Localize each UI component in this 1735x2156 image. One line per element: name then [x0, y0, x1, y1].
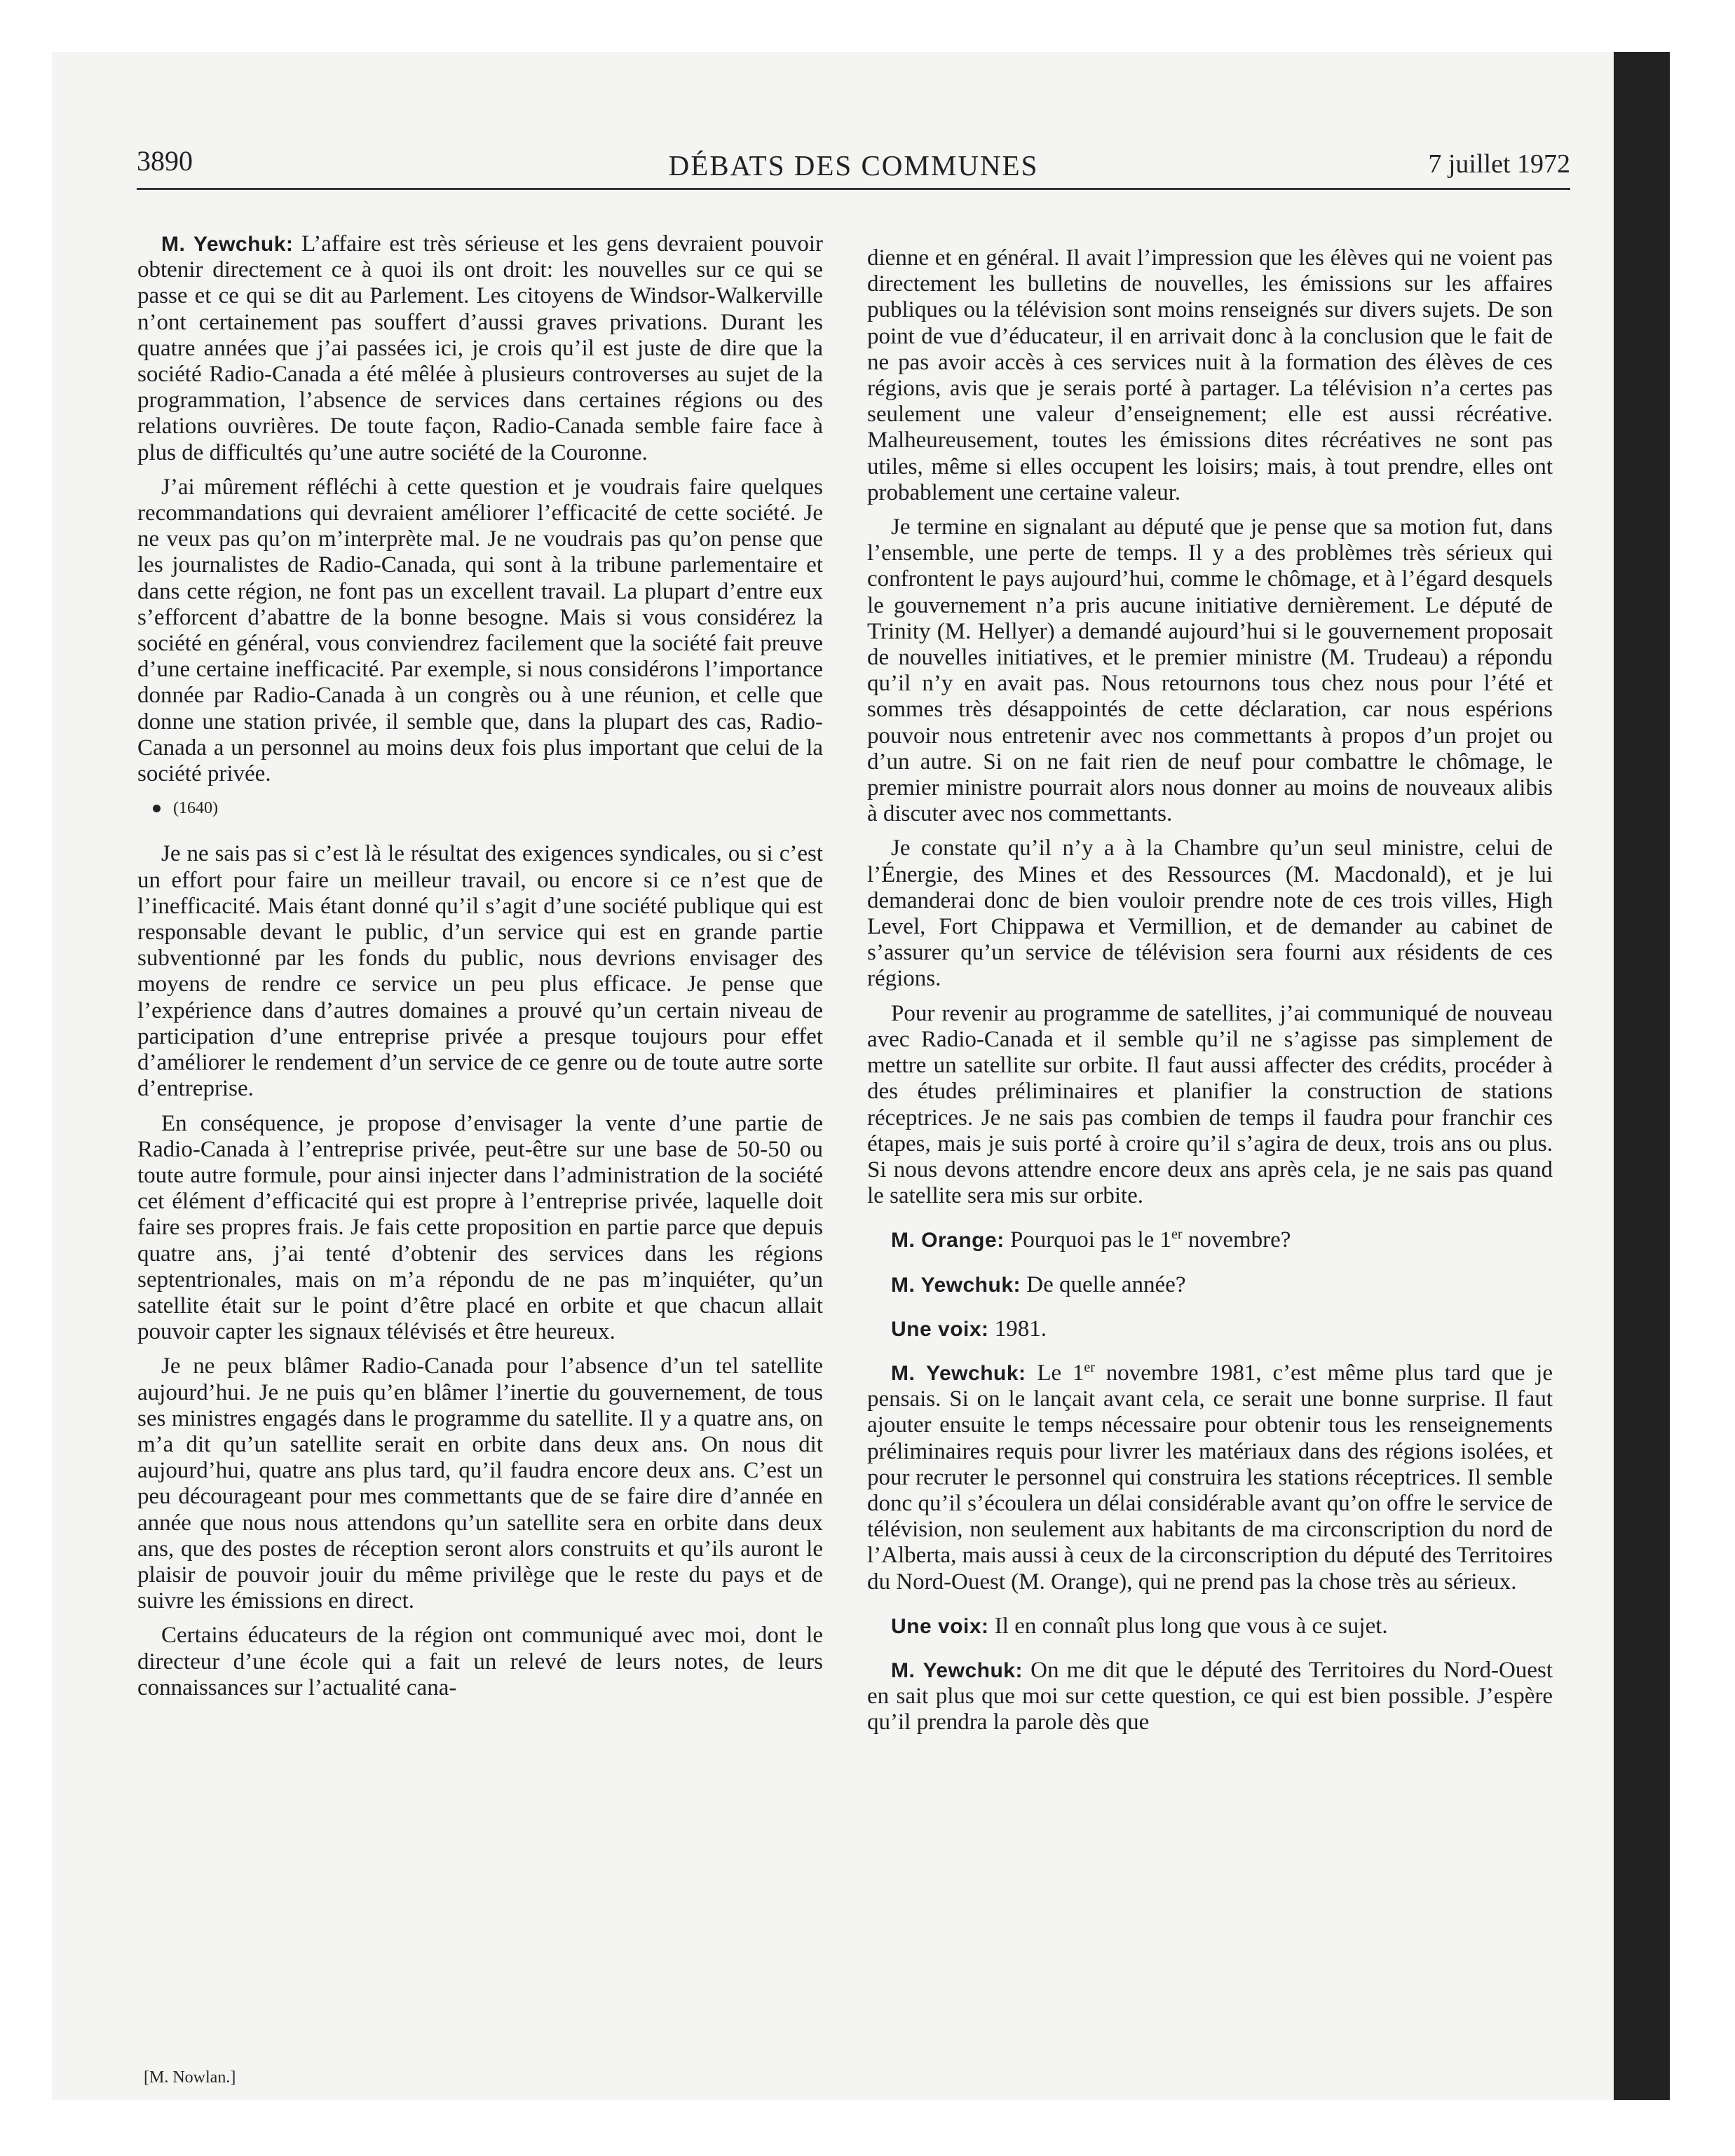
speaker-name: M. Yewchuk:	[891, 1658, 1023, 1682]
speech-text: On me dit que le député des Territoires du Nord-Ouest en sait plus que moi sur cette question, ce qui est bien possible. J’espère qu’il prendra la parole dès que	[867, 1657, 1553, 1735]
speaker-name: M. Yewchuk:	[891, 1273, 1021, 1297]
speech-text: Pourquoi pas le 1	[1009, 1227, 1172, 1253]
speech-text: novembre 1981, c’est même plus tard que je pensais. Si on le lançait avant cela, ce serait une bonne surprise. Il faut ajouter ensuite le temps nécessaire pour obtenir tous les renseignements préliminaires requis pour livrer les matériaux dans des régions isolées, et pour recruter le personnel qui construira les stations réceptrices. Il semble donc qu’il s’écoulera un délai considérable avant qu’on offre le service de télévision, non seulement aux habitants de ma circonscription du nord de l’Alberta, mais aussi à ceux de la circonscription du député des Territoires du Nord-Ouest (M. Orange), qui ne prend pas la chose très au sérieux.	[867, 1360, 1553, 1595]
superscript: er	[1171, 1227, 1183, 1243]
right-column	[867, 245, 1553, 1745]
speaker-name: M. Yewchuk:	[891, 1361, 1026, 1385]
bullet-icon	[153, 805, 161, 812]
paragraph: Je ne peux blâmer Radio-Canada pour l’absence d’un tel satellite aujourd’hui. Je ne puis qu’en blâmer l’inertie du gouvernement, de tous ses ministres engagés dans le programme du satellite. Il y a quatre ans, on m’a dit qu’un satellite serait en orbite dans deux ans. On nous dit aujourd’hui, quatre ans plus tard, qu’il faudra encore deux ans. C’est un peu décourageant pour mes commettants que de se faire dire d’année en année que nous nous attendons qu’un satellite sera en orbite dans deux ans, que des postes de réception seront alors construits et qu’ils auront le plaisir de pouvoir jouir du même privilège que le reste du pays et de suivre les émissions en direct.	[137, 1353, 823, 1614]
superscript: er	[1084, 1359, 1095, 1375]
paragraph	[867, 1316, 1553, 1342]
page-number: 3890	[137, 145, 193, 177]
time-marker	[153, 796, 823, 821]
paragraph: Je ne sais pas si c’est là le résultat des exigences syndicales, ou si c’est un effort pour faire un meilleur travail, ou encore si ce n’est que de l’inefficacité. Mais étant donné qu’il s’agit d’une société publique qui est responsable devant le public, d’un service qui est en grande partie subventionné par les fonds du public, nous devrions envisager des moyens de rendre ce service un peu plus efficace. Je pense que l’expérience dans d’autres domaines a prouvé qu’un certain niveau de participation d’une entreprise privée a presque toujours pour effet d’améliorer le rendement d’un service de ce genre ou de toute autre sorte d’entreprise.	[137, 841, 823, 1102]
journal-title: DÉBATS DES COMMUNES	[668, 149, 1039, 182]
paragraph: Je termine en signalant au député que je pense que sa motion fut, dans l’ensemble, une perte de temps. Il y a des problèmes très sérieux qui confrontent le pays aujourd’hui, comme le chômage, et à l’égard desquels le gouvernement n’a pris aucune initiative dernièrement. Le député de Trinity (M. Hellyer) a demandé aujourd’hui si le gouvernement proposait de nouvelles initiatives, et le premier ministre (M. Trudeau) a répondu qu’il n’y en avait pas. Nous retournons tous chez nous pour l’été et sommes très désappointés de cette déclaration, car nous espérions pouvoir nous entretenir avec nos commettants à propos d’un projet ou d’un autre. Si on ne fait rien de neuf pour combattre le chômage, le premier ministre pourrait alors nous donner au moins de nouveaux alibis à discuter avec nos commettants.	[867, 514, 1553, 827]
speaker-name: Une voix:	[891, 1614, 989, 1638]
speaker-name: Une voix:	[891, 1317, 989, 1341]
paragraph: En conséquence, je propose d’envisager la vente d’une partie de Radio-Canada à l’entreprise privée, peut-être sur une base de 50-50 ou toute autre formule, pour ainsi injecter dans l’administration de la société cet élément d’efficacité qui est propre à l’entreprise privée, laquelle doit faire ses propres frais. Je fais cette proposition en partie parce que depuis quatre ans, j’ai tenté d’obtenir des services dans les régions septentrionales, mais on m’a répondu de ne pas m’inquiéter, qu’un satellite était sur le point d’être placé en orbite et que chacun allait pouvoir capter les signaux télévisés et être heureux.	[137, 1110, 823, 1345]
issue-date: 7 juillet 1972	[1428, 149, 1570, 179]
page-header	[137, 144, 1570, 190]
paragraph	[137, 231, 823, 466]
paragraph	[867, 1227, 1553, 1253]
paragraph: Je constate qu’il n’y a à la Chambre qu’un seul ministre, celui de l’Énergie, des Mines et des Ressources (M. Macdonald), et je lui demanderai donc de bien vouloir prendre note de ces trois villes, High Level, Fort Chippawa et Vermillion, et de demander au cabinet de s’assurer qu’un service de télévision sera fourni aux résidents de ces régions.	[867, 835, 1553, 992]
speech-text: Il en connaît plus long que vous à ce sujet.	[994, 1613, 1388, 1639]
speech-text: Le 1	[1037, 1360, 1084, 1386]
speech-text: novembre?	[1182, 1227, 1291, 1253]
paragraph: dienne et en général. Il avait l’impression que les élèves qui ne voient pas directement les bulletins de nouvelles, les émissions sur les affaires publiques ou la télévision sont moins renseignés sur divers sujets. De son point de vue d’éducateur, il en arrivait donc à la conclusion que le fait de ne pas avoir accès à ces services nuit à la formation des élèves de ces régions, avis que je serais porté à partager. La télévision n’a certes pas seulement une valeur d’enseignement; elle est aussi récréative. Malheureusement, toutes les émissions dites récréatives ne sont pas utiles, même si elles occupent les loisirs; mais, à tout prendre, elles ont probablement une certaine valeur.	[867, 245, 1553, 505]
paragraph	[867, 1613, 1553, 1639]
paragraph: Certains éducateurs de la région ont communiqué avec moi, dont le directeur d’une école qui a fait un relevé de leurs notes, de leurs connaissances sur l’actualité cana-	[137, 1623, 823, 1700]
speech-text: L’affaire est très sérieuse et les gens devraient pouvoir obtenir directement ce à quoi ils ont droit: les nouvelles sur ce qui se passe et ce qui se dit au Parlement. Les citoyens de Windsor-Walkerville n’ont certainement pas souffert d’aussi graves privations. Durant les quatre années que j’ai passées ici, je crois qu’il est juste de dire que la société Radio-Canada a été mêlée à plusieurs controverses au sujet de la programmation, l’absence de services dans certaines régions ou des relations ouvrières. De toute façon, Radio-Canada semble faire face à plus de difficultés qu’une autre société de la Couronne.	[137, 231, 823, 465]
speech-text: De quelle année?	[1026, 1271, 1186, 1297]
paragraph	[867, 1658, 1553, 1736]
speech-text: 1981.	[994, 1316, 1047, 1342]
left-column	[137, 231, 823, 1710]
binding-edge	[1614, 52, 1670, 2100]
paragraph	[867, 1360, 1553, 1595]
paragraph	[867, 1272, 1553, 1298]
paragraph: J’ai mûrement réfléchi à cette question et je voudrais faire quelques recommandations qui devraient améliorer l’efficacité de cette société. Je ne veux pas qu’on m’interprète mal. Je ne voudrais pas qu’on pense que les journalistes de Radio-Canada, qui sont à la tribune parlementaire et dans cette région, ne font pas un excellent travail. La plupart d’entre eux s’efforcent d’abattre de la bonne besogne. Mais si vous considérez la société en général, vous conviendrez facilement que la société fait preuve d’une certaine inefficacité. Par exemple, si nous considérons l’importance donnée par Radio-Canada à un congrès ou à une réunion, et celle que donne une station privée, il semble que, dans la plupart des cas, Radio-Canada a un personnel au moins deux fois plus important que celui de la société privée.	[137, 474, 823, 787]
speaker-attribution: [M. Nowlan.]	[144, 2068, 236, 2087]
time-marker-label: (1640)	[173, 799, 218, 818]
paragraph: Pour revenir au programme de satellites, j’ai communiqué de nouveau avec Radio-Canada et il semble qu’il ne s’agisse pas simplement de mettre un satellite sur orbite. Il faut aussi affecter des crédits, procéder à des études préliminaires et planifier la construction de stations réceptrices. Je ne sais pas combien de temps il faudra pour franchir ces étapes, mais je suis porté à croire qu’il s’agira de deux, trois ans ou plus. Si nous devons attendre encore deux ans après cela, je ne sais pas quand le satellite sera mis sur orbite.	[867, 1000, 1553, 1209]
speaker-name: M. Orange:	[891, 1229, 1005, 1253]
speaker-name: M. Yewchuk:	[161, 233, 294, 256]
